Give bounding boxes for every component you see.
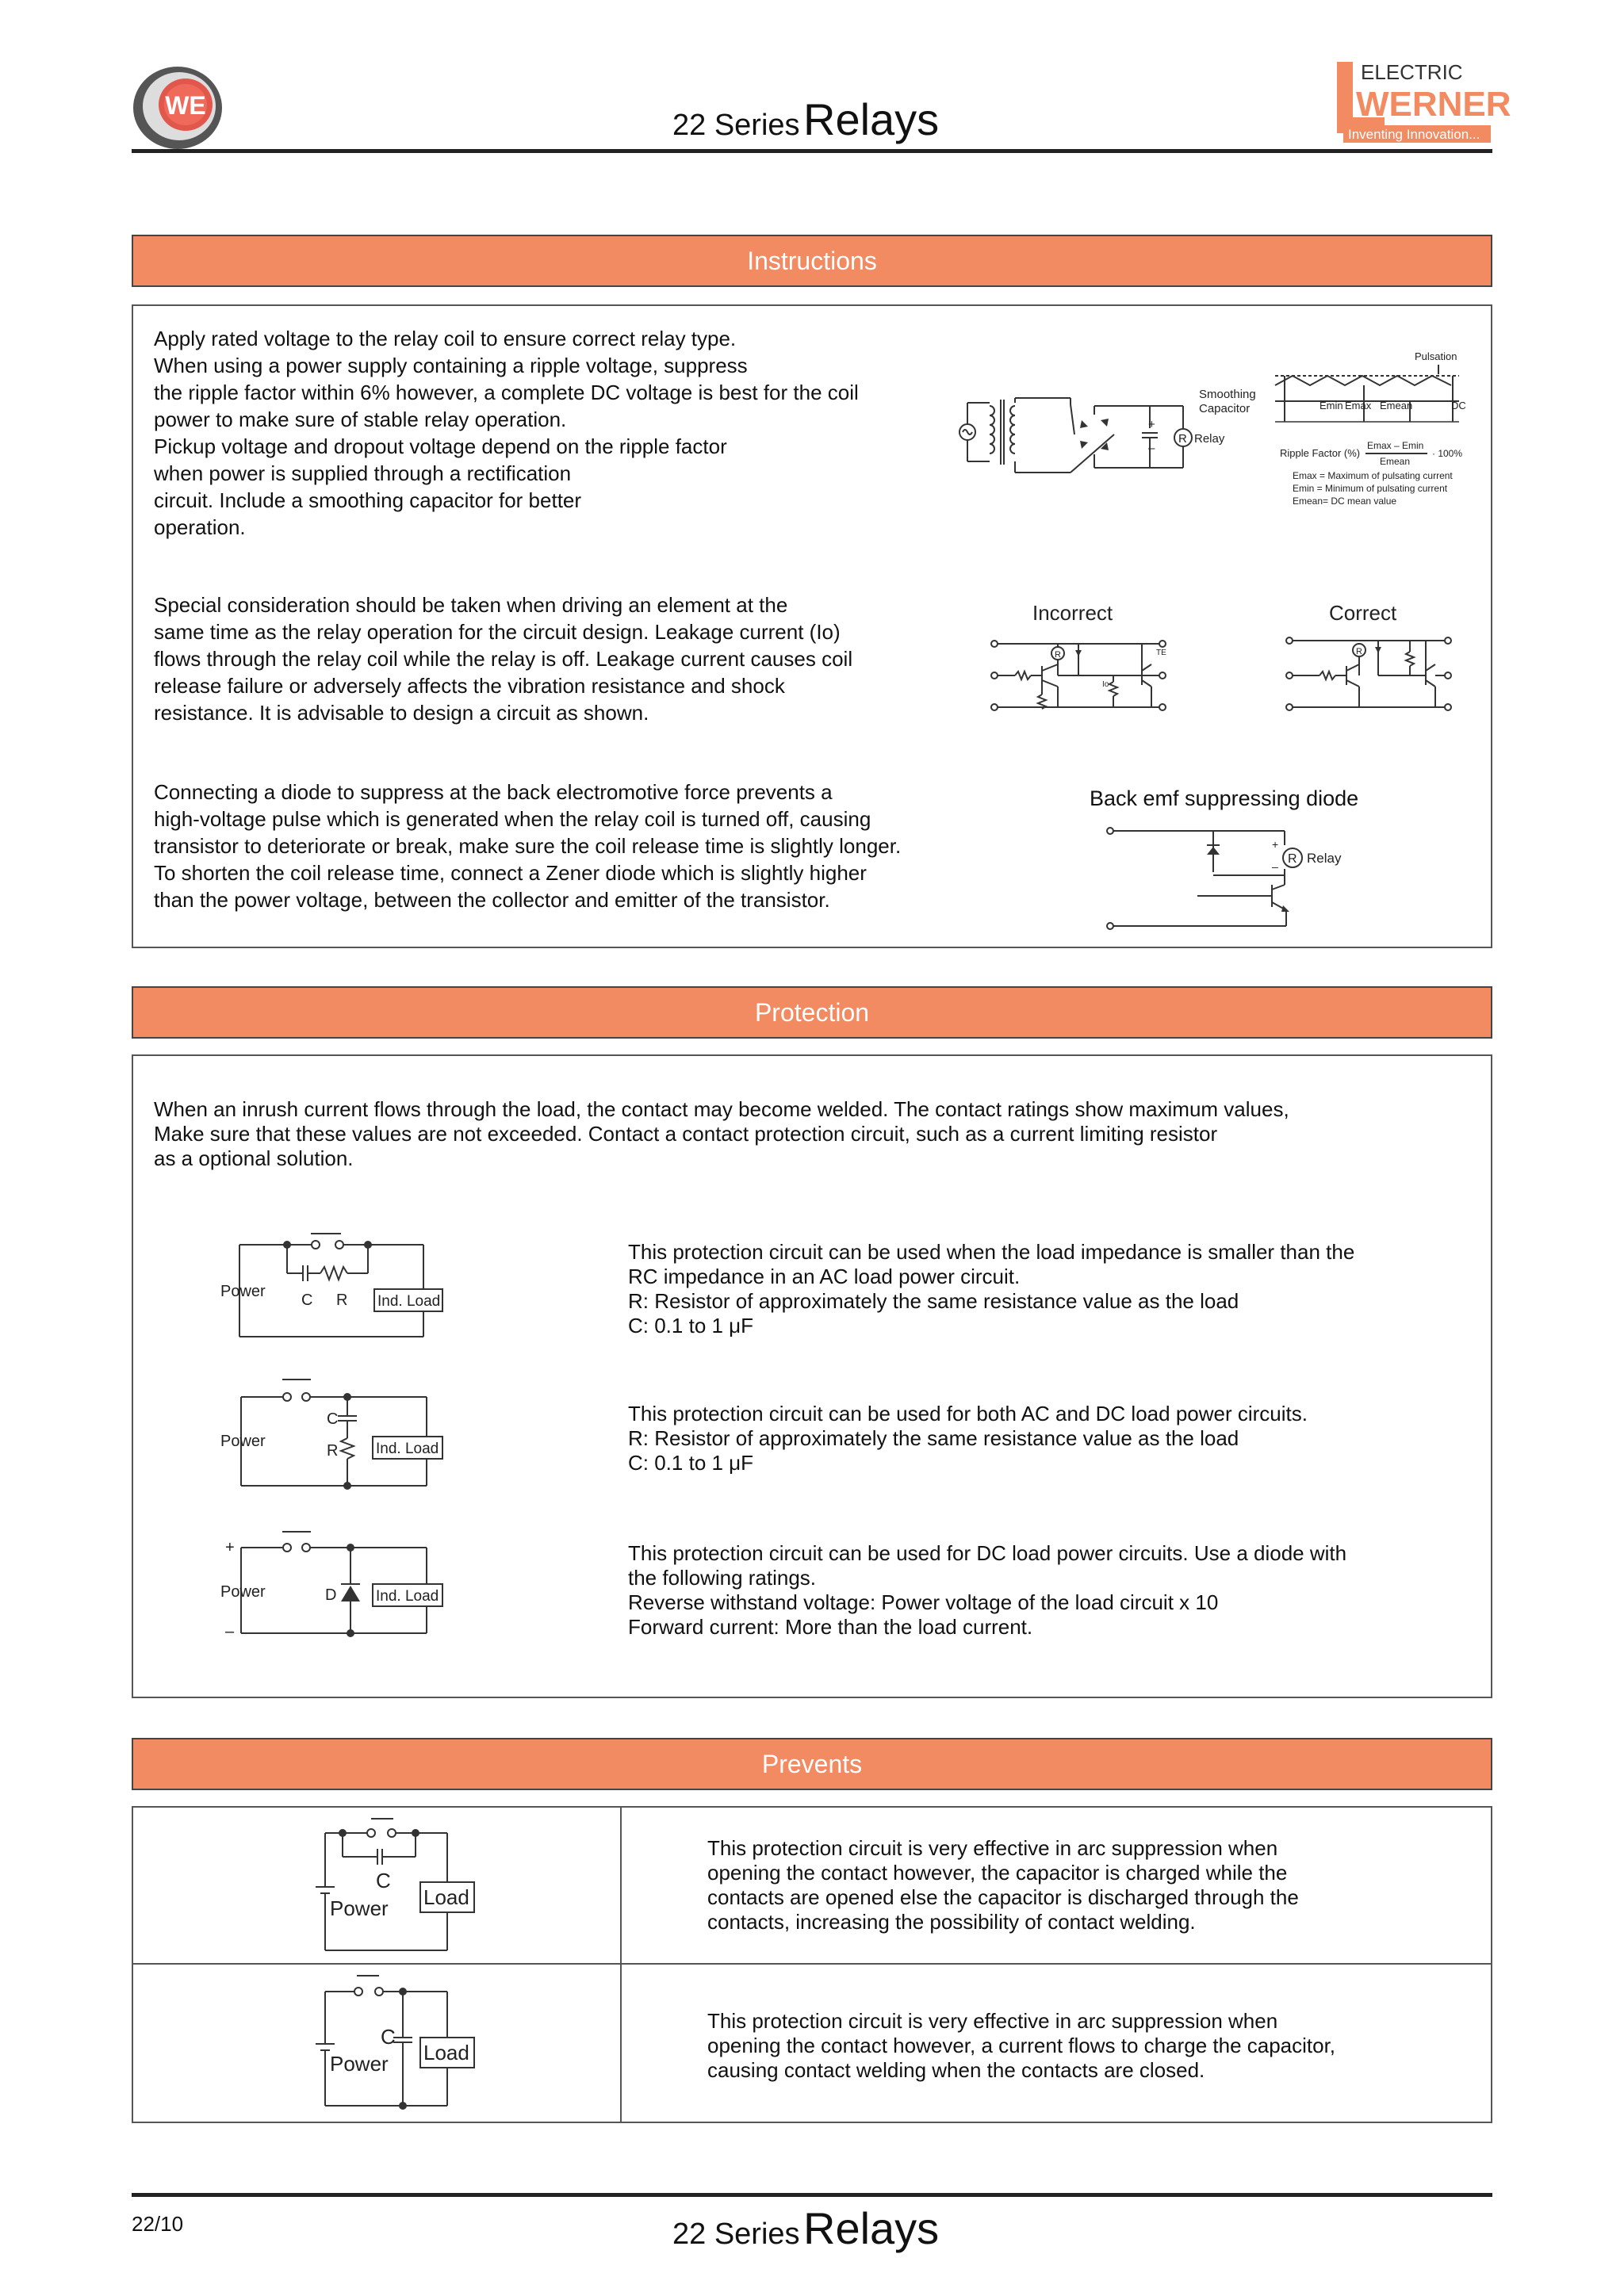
svg-text:Load: Load: [423, 2041, 469, 2064]
svg-text:Relay: Relay: [1194, 432, 1225, 446]
svg-text:Ripple Factor (%): Ripple Factor (%): [1280, 447, 1361, 459]
svg-text:Io: Io: [1102, 680, 1109, 689]
protection-rc-series-circuit: [216, 1380, 454, 1490]
we-logo: [130, 59, 228, 152]
leakage-correct-circuit: [1280, 596, 1470, 723]
svg-text:R: R: [1356, 647, 1362, 656]
svg-text:Emax – Emin: Emax – Emin: [1367, 440, 1424, 451]
svg-text:Inventing Innovation...: Inventing Innovation...: [1348, 127, 1480, 142]
instructions-para-ripple: Apply rated voltage to the relay coil to ensure correct relay type. When using a power supply containing a ripple voltage, suppress the ripple factor within 6% however, a complete DC voltage is best for the coil power to make sure of stable relay operation. Pickup voltage and dropout voltage depend on the ripple factor when power is supplied through a rectification circuit. Include a smoothing capacitor for better operation.: [154, 327, 859, 539]
svg-text:Load: Load: [423, 1885, 469, 1909]
svg-text:R: R: [1178, 432, 1187, 446]
svg-text:Smoothing: Smoothing: [1199, 388, 1256, 401]
header-series: 22 Series: [672, 109, 800, 142]
header-title: [672, 94, 939, 145]
svg-text:Correct: Correct: [1329, 601, 1397, 625]
svg-text:–: –: [225, 1623, 235, 1640]
prevents-heading: Prevents: [132, 1738, 1492, 1790]
svg-text:R: R: [1288, 852, 1297, 866]
prevents-table-divider-h: [132, 1963, 1492, 1965]
svg-text:Relay: Relay: [1307, 851, 1342, 866]
leakage-incorrect-circuit: [983, 596, 1174, 723]
svg-text:Emin: Emin: [1320, 400, 1343, 411]
svg-text:–: –: [1272, 860, 1278, 873]
svg-text:Power: Power: [220, 1283, 266, 1300]
svg-text:Pulsation: Pulsation: [1415, 350, 1457, 362]
protection-text-1: This protection circuit can be used when the load impedance is smaller than the RC impedance in an AC load power circuit. R: Resistor of approximately the same resistance value as the load C: 0.1 to 1 μF: [628, 1240, 1355, 1337]
svg-text:R: R: [327, 1442, 339, 1460]
svg-text:ELECTRIC: ELECTRIC: [1361, 60, 1463, 84]
backemf-diagram-title: Back emf suppressing diode: [1090, 786, 1359, 810]
werner-logo: [1337, 57, 1511, 146]
svg-text:Power: Power: [330, 1896, 389, 1920]
svg-text:Emax = Maximum of pulsating: Emax = Maximum of pulsating current: [1293, 470, 1453, 481]
svg-text:R: R: [336, 1292, 348, 1309]
svg-text:Ind. Load: Ind. Load: [377, 1293, 441, 1310]
protection-heading: Protection: [132, 986, 1492, 1039]
header-relays: Relays: [803, 94, 940, 144]
protection-text-2: This protection circuit can be used for both AC and DC load power circuits. R: Resistor of approximately the same resistance value as the load C: 0.1 to 1 μF: [628, 1402, 1308, 1475]
svg-text:+: +: [1148, 418, 1155, 431]
footer-relays: Relays: [803, 2203, 940, 2253]
instructions-para-backemf: Connecting a diode to suppress at the back electromotive force prevents a high-voltage pulse which is generated when the relay coil is turned off, causing transistor to deteriorate or break, make sure the coil release time is slightly longer. To shorten the coil release time, connect a Zener diode which is slightly higher than the power voltage, between the collector and emitter of the transistor.: [154, 780, 902, 912]
svg-text:+: +: [225, 1539, 235, 1556]
protection-intro: When an inrush current flows through the load, the contact may become welded. The contact ratings show maximum values, Make sure that these values are not exceeded. Contact a contact protection circuit, such as a current limiting resistor as a optional solution.: [154, 1097, 1289, 1170]
svg-text:Emin = Minimum of pulsating: Emin = Minimum of pulsating current: [1293, 483, 1448, 494]
svg-text:Emean: Emean: [1380, 456, 1411, 467]
ripple-factor-diagram: [1269, 347, 1483, 514]
protection-rc-parallel-circuit: [216, 1234, 454, 1341]
svg-text:C: C: [381, 2025, 396, 2049]
svg-text:Power: Power: [220, 1433, 266, 1450]
prevents-text-1: This protection circuit is very effective in arc suppression when opening the contact however, the capacitor is charged while the contacts are opened else the capacitor is discharged through the contacts, increasing the possibility of contact welding.: [707, 1836, 1299, 1934]
svg-text:· 100%: · 100%: [1432, 448, 1463, 459]
svg-text:WERNER: WERNER: [1356, 85, 1511, 124]
svg-text:Power: Power: [220, 1583, 266, 1601]
header-rule: [132, 149, 1492, 153]
footer-series: 22 Series: [672, 2218, 800, 2251]
protection-diode-circuit: [216, 1532, 454, 1643]
svg-text:Emax: Emax: [1345, 400, 1372, 411]
svg-text:+: +: [1272, 838, 1279, 851]
svg-text:TE: TE: [1156, 649, 1166, 657]
prevents-text-2: This protection circuit is very effective in arc suppression when opening the contact however, a current flows to charge the capacitor, causing contact welding when the contacts are closed.: [707, 2009, 1336, 2082]
instructions-para-leakage: Special consideration should be taken when driving an element at the same time as the relay operation for the circuit design. Leakage current (Io) flows through the relay coil while the relay is off. Leakage current causes coil release failure or adversely affects the vibration resistance and shock resistance. It is advisable to design a circuit as shown.: [154, 593, 853, 725]
svg-text:WE: WE: [165, 91, 206, 120]
footer-rule: [132, 2193, 1492, 2197]
backemf-diode-circuit: [1102, 825, 1340, 936]
svg-text:D: D: [325, 1586, 337, 1604]
page-number: 22/10: [132, 2212, 184, 2236]
svg-text:R: R: [1055, 650, 1061, 660]
protection-text-3: This protection circuit can be used for DC load power circuits. Use a diode with the following ratings. Reverse withstand voltage: Power voltage of the load circuit x 10 Forward current: More than the load current.: [628, 1541, 1347, 1639]
svg-text:C: C: [327, 1410, 339, 1428]
svg-text:C: C: [301, 1292, 313, 1309]
svg-text:Incorrect: Incorrect: [1032, 601, 1113, 625]
svg-text:Ind. Load: Ind. Load: [376, 1441, 439, 1457]
instructions-heading: Instructions: [132, 235, 1492, 287]
svg-text:Emean: Emean: [1380, 400, 1413, 411]
svg-text:Emean= DC mean value: Emean= DC mean value: [1293, 496, 1397, 507]
svg-text:DC: DC: [1451, 400, 1466, 411]
prevents-circuit-capacitor-across-load: [314, 1974, 488, 2114]
footer-title: [672, 2202, 939, 2254]
svg-text:Power: Power: [330, 2052, 389, 2076]
rectifier-circuit-diagram: [952, 388, 1256, 484]
svg-text:Ind. Load: Ind. Load: [376, 1588, 439, 1605]
prevents-circuit-capacitor-across-contact: [314, 1817, 488, 1957]
svg-text:–: –: [1148, 442, 1155, 455]
svg-text:C: C: [376, 1869, 391, 1892]
svg-text:Capacitor: Capacitor: [1199, 402, 1251, 415]
prevents-table-divider-v: [620, 1806, 622, 2123]
